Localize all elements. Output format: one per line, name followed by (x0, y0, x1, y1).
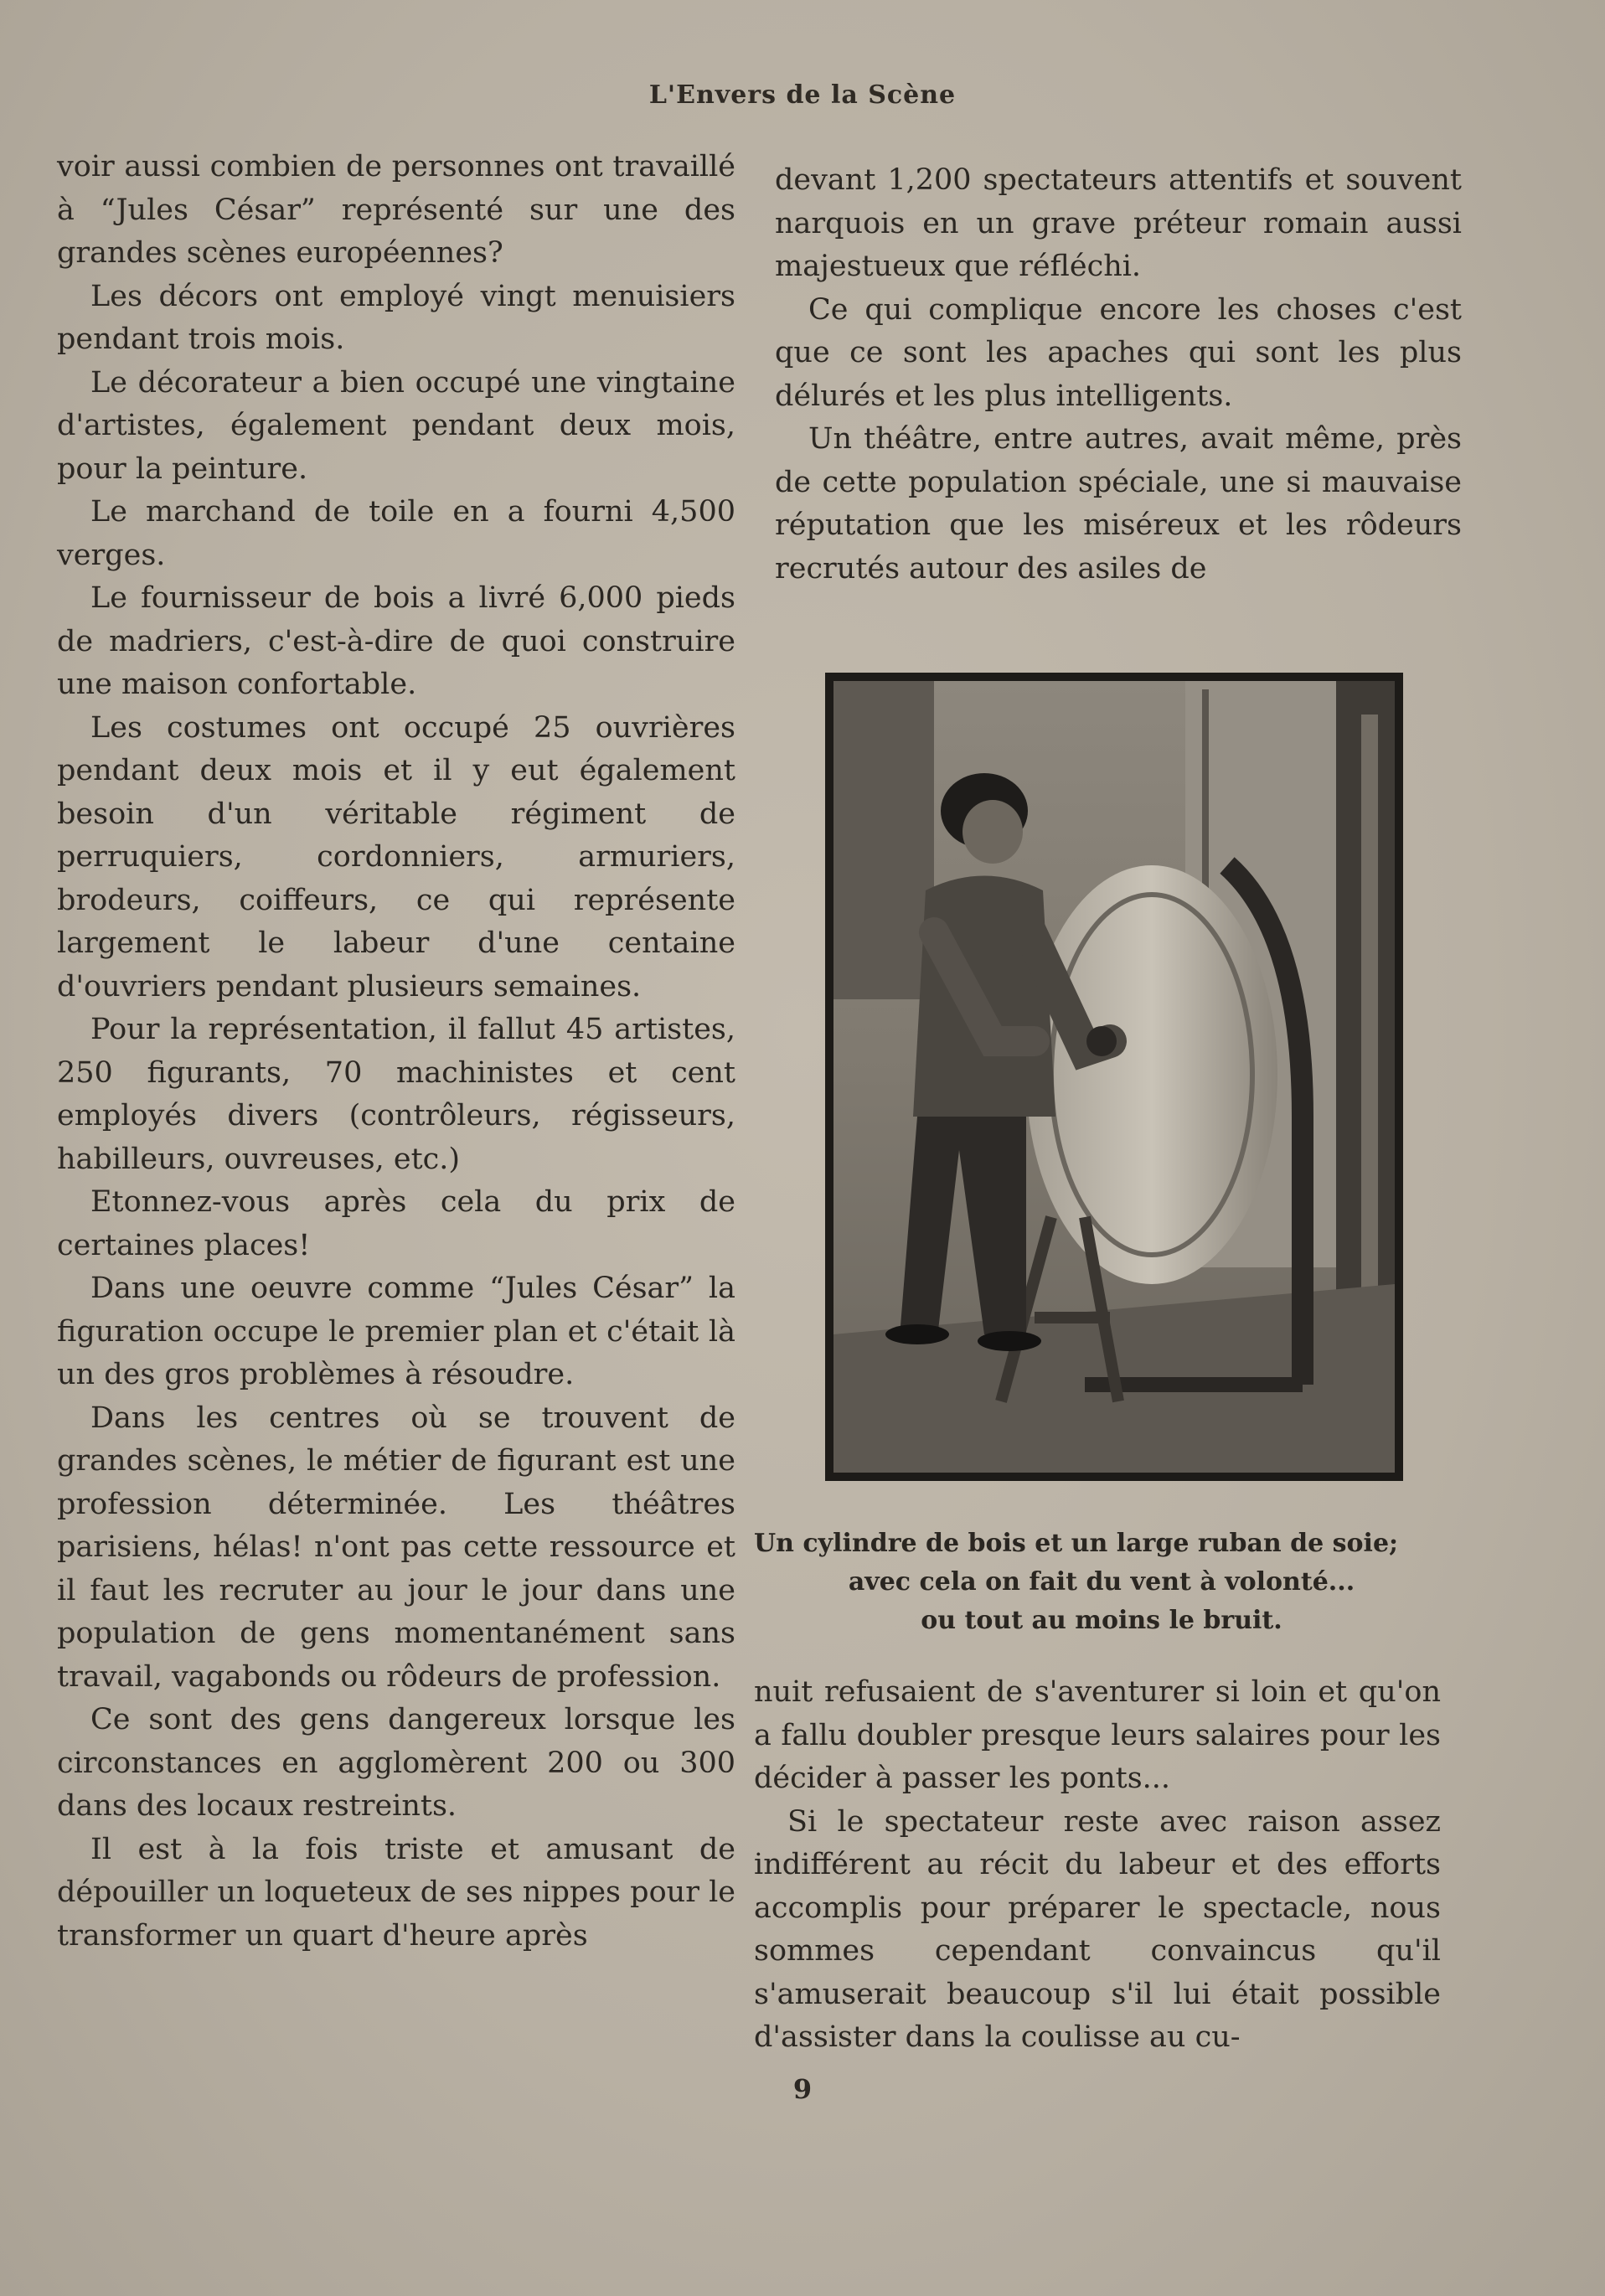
right-column-top (775, 159, 1462, 591)
left-column (57, 146, 735, 1958)
paragraph: Les costumes ont occupé 25 ouvrières pendant deux mois et il y eut également besoin d'un véritable régiment de perruquiers, cordonniers, armuriers, brodeurs, coiffeurs, ce qui représente largement le labeur d'une centaine d'ouvriers pendant plusieurs semaines. (57, 710, 735, 1004)
paragraph: Si le spectateur reste avec raison assez indifférent au récit du labeur et des efforts accomplis pour préparer le spectacle, nous sommes cependant convaincus qu'il s'amuserait beaucoup s'il lui était possible d'assister dans la coulisse au cu- (754, 1804, 1441, 2054)
paragraph: Ce sont des gens dangereux lorsque les circonstances en agglomèrent 200 ou 300 dans des locaux restreints. (57, 1703, 735, 1823)
paragraph: Le décorateur a bien occupé une vingtaine d'artistes, également pendant deux mois, pour la peinture. (57, 365, 735, 486)
photo-frame (825, 673, 1403, 1481)
paragraph: devant 1,200 spectateurs attentifs et souvent narquois en un grave préteur romain aussi majestueux que réfléchi. (775, 163, 1462, 283)
right-column-bottom (754, 1671, 1441, 2060)
running-header: L'Envers de la Scène (648, 80, 957, 110)
paragraph: Etonnez-vous après cela du prix de certaines places! (57, 1185, 735, 1262)
paragraph: Ce qui complique encore les choses c'est que ce sont les apaches qui sont les plus délurés et les plus intelligents. (775, 292, 1462, 413)
paragraph: Dans les centres où se trouvent de grandes scènes, le métier de figurant est une profession déterminée. Les théâtres parisiens, hélas! n'ont pas cette ressource et il faut les recruter au jour le jour dans une population de gens momentanément sans travail, vagabonds ou rôdeurs de profession. (57, 1401, 735, 1694)
paragraph: voir aussi combien de personnes ont travaillé à “Jules César” représenté sur une des grandes scènes européennes? (57, 150, 735, 270)
paragraph: Un théâtre, entre autres, avait même, près de cette population spéciale, une si mauvaise réputation que les miséreux et les rôdeurs recrutés autour des asiles de (775, 422, 1462, 586)
caption-line-2: avec cela on fait du vent à volonté... (848, 1567, 1355, 1597)
page-number: 9 (792, 2073, 813, 2105)
photo-caption (754, 1525, 1449, 1640)
photo-man-wind-machine-icon (833, 681, 1395, 1473)
paragraph: nuit refusaient de s'aventurer si loin et qu'on a fallu doubler presque leurs salaires pour les décider à passer les ponts... (754, 1675, 1441, 1795)
paragraph: Le marchand de toile en a fourni 4,500 verges. (57, 495, 735, 572)
paragraph: Pour la représentation, il fallut 45 artistes, 250 figurants, 70 machinistes et cent employés divers (contrôleurs, régisseurs, habilleurs, ouvreuses, etc.) (57, 1013, 735, 1176)
paragraph: Les décors ont employé vingt menuisiers pendant trois mois. (57, 279, 735, 356)
paragraph: Il est à la fois triste et amusant de dépouiller un loqueteux de ses nippes pour le transformer un quart d'heure après (57, 1832, 735, 1953)
caption-line-3: ou tout au moins le bruit. (921, 1606, 1282, 1635)
caption-line-1: Un cylindre de bois et un large ruban de soie; (754, 1529, 1399, 1558)
paragraph: Dans une oeuvre comme “Jules César” la figuration occupe le premier plan et c'était là un des gros problèmes à résoudre. (57, 1272, 735, 1391)
paragraph: Le fournisseur de bois a livré 6,000 pieds de madriers, c'est-à-dire de quoi construire une maison confortable. (57, 581, 735, 701)
